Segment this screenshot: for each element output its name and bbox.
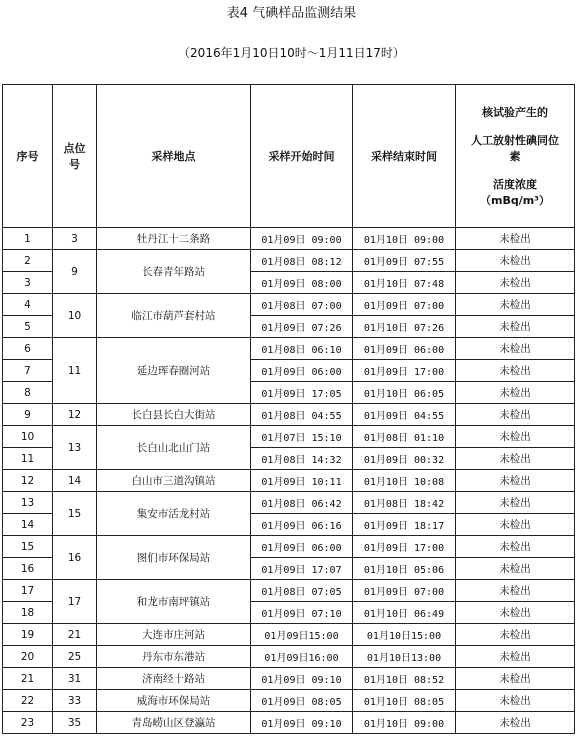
point-cell: 35 xyxy=(53,712,97,734)
result-cell: 未检出 xyxy=(456,294,575,316)
table-row xyxy=(3,624,575,646)
site-cell: 长春青年路站 xyxy=(97,250,251,294)
table-row xyxy=(3,228,575,250)
seq-cell: 17 xyxy=(3,580,53,602)
result-cell: 未检出 xyxy=(456,712,575,734)
site-cell: 临江市葫芦套村站 xyxy=(97,294,251,338)
seq-cell: 22 xyxy=(3,690,53,712)
header-start-time: 采样开始时间 xyxy=(251,85,353,228)
start-time-cell: 01月08日 06:10 xyxy=(251,338,353,360)
start-time-cell: 01月07日 15:10 xyxy=(251,426,353,448)
monitoring-results-table xyxy=(2,84,575,734)
point-cell: 21 xyxy=(53,624,97,646)
header-result-line2: 人工放射性碘同位 xyxy=(471,134,559,147)
result-cell: 未检出 xyxy=(456,492,575,514)
result-cell: 未检出 xyxy=(456,602,575,624)
point-cell: 11 xyxy=(53,338,97,404)
result-cell: 未检出 xyxy=(456,426,575,448)
seq-cell: 8 xyxy=(3,382,53,404)
point-cell: 16 xyxy=(53,536,97,580)
start-time-cell: 01月08日 07:00 xyxy=(251,294,353,316)
header-seq: 序号 xyxy=(3,85,53,228)
end-time-cell: 01月09日 17:00 xyxy=(353,536,456,558)
table-row xyxy=(3,668,575,690)
end-time-cell: 01月10日13:00 xyxy=(353,646,456,668)
table-subtitle: （2016年1月10日10时～1月11日17时） xyxy=(178,46,405,60)
seq-cell: 9 xyxy=(3,404,53,426)
table-row xyxy=(3,250,575,272)
site-cell: 威海市环保局站 xyxy=(97,690,251,712)
start-time-cell: 01月09日 17:05 xyxy=(251,382,353,404)
point-cell: 13 xyxy=(53,426,97,470)
result-cell: 未检出 xyxy=(456,404,575,426)
seq-cell: 21 xyxy=(3,668,53,690)
end-time-cell: 01月10日 06:49 xyxy=(353,602,456,624)
site-cell: 青岛崂山区登瀛站 xyxy=(97,712,251,734)
start-time-cell: 01月09日 08:00 xyxy=(251,272,353,294)
end-time-cell: 01月09日 17:00 xyxy=(353,360,456,382)
result-cell: 未检出 xyxy=(456,316,575,338)
end-time-cell: 01月09日 07:00 xyxy=(353,294,456,316)
end-time-cell: 01月09日 18:17 xyxy=(353,514,456,536)
point-cell: 31 xyxy=(53,668,97,690)
point-cell: 9 xyxy=(53,250,97,294)
seq-cell: 6 xyxy=(3,338,53,360)
header-result-line4: 活度浓度 xyxy=(493,178,537,191)
header-end-time: 采样结束时间 xyxy=(353,85,456,228)
result-cell: 未检出 xyxy=(456,514,575,536)
table-row xyxy=(3,690,575,712)
result-cell: 未检出 xyxy=(456,624,575,646)
site-cell: 和龙市南坪镇站 xyxy=(97,580,251,624)
result-cell: 未检出 xyxy=(456,338,575,360)
seq-cell: 16 xyxy=(3,558,53,580)
result-cell: 未检出 xyxy=(456,668,575,690)
result-cell: 未检出 xyxy=(456,580,575,602)
seq-cell: 2 xyxy=(3,250,53,272)
end-time-cell: 01月10日 05:06 xyxy=(353,558,456,580)
start-time-cell: 01月08日 14:32 xyxy=(251,448,353,470)
table-row xyxy=(3,712,575,734)
seq-cell: 13 xyxy=(3,492,53,514)
site-cell: 大连市庄河站 xyxy=(97,624,251,646)
header-result-line3: 素 xyxy=(509,150,521,163)
table-row xyxy=(3,580,575,602)
result-cell: 未检出 xyxy=(456,360,575,382)
end-time-cell: 01月10日 06:05 xyxy=(353,382,456,404)
end-time-cell: 01月09日 06:00 xyxy=(353,338,456,360)
point-cell: 15 xyxy=(53,492,97,536)
end-time-cell: 01月10日 10:08 xyxy=(353,470,456,492)
end-time-cell: 01月09日 07:00 xyxy=(353,580,456,602)
start-time-cell: 01月09日 07:26 xyxy=(251,316,353,338)
point-cell: 33 xyxy=(53,690,97,712)
site-cell: 丹东市东港站 xyxy=(97,646,251,668)
site-cell: 白山市三道沟镇站 xyxy=(97,470,251,492)
site-cell: 济南经十路站 xyxy=(97,668,251,690)
point-cell: 3 xyxy=(53,228,97,250)
start-time-cell: 01月09日 10:11 xyxy=(251,470,353,492)
table-row xyxy=(3,536,575,558)
header-result xyxy=(456,85,575,228)
table-row xyxy=(3,338,575,360)
seq-cell: 7 xyxy=(3,360,53,382)
start-time-cell: 01月09日15:00 xyxy=(251,624,353,646)
table-title: 表4 气碘样品监测结果 xyxy=(226,6,357,21)
end-time-cell: 01月10日 09:00 xyxy=(353,712,456,734)
point-cell: 14 xyxy=(53,470,97,492)
seq-cell: 14 xyxy=(3,514,53,536)
end-time-cell: 01月08日 18:42 xyxy=(353,492,456,514)
table-row xyxy=(3,404,575,426)
seq-cell: 11 xyxy=(3,448,53,470)
result-cell: 未检出 xyxy=(456,228,575,250)
start-time-cell: 01月09日 06:00 xyxy=(251,360,353,382)
end-time-cell: 01月09日 07:55 xyxy=(353,250,456,272)
result-cell: 未检出 xyxy=(456,272,575,294)
seq-cell: 1 xyxy=(3,228,53,250)
table-row xyxy=(3,426,575,448)
result-cell: 未检出 xyxy=(456,690,575,712)
header-point-line2: 号 xyxy=(69,158,80,171)
end-time-cell: 01月08日 01:10 xyxy=(353,426,456,448)
end-time-cell: 01月10日15:00 xyxy=(353,624,456,646)
seq-cell: 19 xyxy=(3,624,53,646)
start-time-cell: 01月09日 09:10 xyxy=(251,668,353,690)
end-time-cell: 01月10日 07:26 xyxy=(353,316,456,338)
start-time-cell: 01月09日 06:00 xyxy=(251,536,353,558)
point-cell: 25 xyxy=(53,646,97,668)
table-row xyxy=(3,492,575,514)
seq-cell: 5 xyxy=(3,316,53,338)
start-time-cell: 01月09日 09:00 xyxy=(251,228,353,250)
site-cell: 长白县长白大街站 xyxy=(97,404,251,426)
seq-cell: 3 xyxy=(3,272,53,294)
seq-cell: 12 xyxy=(3,470,53,492)
point-cell: 10 xyxy=(53,294,97,338)
table-row xyxy=(3,294,575,316)
seq-cell: 15 xyxy=(3,536,53,558)
header-result-line5: （mBq/m³） xyxy=(479,194,551,207)
site-cell: 牡丹江十二条路 xyxy=(97,228,251,250)
site-cell: 集安市活龙村站 xyxy=(97,492,251,536)
table-row xyxy=(3,470,575,492)
result-cell: 未检出 xyxy=(456,646,575,668)
end-time-cell: 01月10日 08:05 xyxy=(353,690,456,712)
site-cell: 延边珲春圈河站 xyxy=(97,338,251,404)
seq-cell: 10 xyxy=(3,426,53,448)
point-cell: 12 xyxy=(53,404,97,426)
end-time-cell: 01月10日 08:52 xyxy=(353,668,456,690)
seq-cell: 20 xyxy=(3,646,53,668)
result-cell: 未检出 xyxy=(456,250,575,272)
header-point xyxy=(53,85,97,228)
seq-cell: 18 xyxy=(3,602,53,624)
seq-cell: 23 xyxy=(3,712,53,734)
header-result-line1: 核试验产生的 xyxy=(482,106,548,119)
table-row xyxy=(3,646,575,668)
point-cell: 17 xyxy=(53,580,97,624)
end-time-cell: 01月10日 07:48 xyxy=(353,272,456,294)
header-row xyxy=(3,85,575,228)
start-time-cell: 01月09日 17:07 xyxy=(251,558,353,580)
result-cell: 未检出 xyxy=(456,448,575,470)
start-time-cell: 01月09日 08:05 xyxy=(251,690,353,712)
site-cell: 长白山北山门站 xyxy=(97,426,251,470)
result-cell: 未检出 xyxy=(456,470,575,492)
start-time-cell: 01月08日 06:42 xyxy=(251,492,353,514)
start-time-cell: 01月09日 06:16 xyxy=(251,514,353,536)
end-time-cell: 01月09日 00:32 xyxy=(353,448,456,470)
site-cell: 图们市环保局站 xyxy=(97,536,251,580)
result-cell: 未检出 xyxy=(456,558,575,580)
seq-cell: 4 xyxy=(3,294,53,316)
start-time-cell: 01月09日 07:10 xyxy=(251,602,353,624)
header-site: 采样地点 xyxy=(97,85,251,228)
end-time-cell: 01月10日 09:00 xyxy=(353,228,456,250)
result-cell: 未检出 xyxy=(456,536,575,558)
end-time-cell: 01月09日 04:55 xyxy=(353,404,456,426)
start-time-cell: 01月08日 04:55 xyxy=(251,404,353,426)
start-time-cell: 01月09日 09:10 xyxy=(251,712,353,734)
start-time-cell: 01月08日 07:05 xyxy=(251,580,353,602)
result-cell: 未检出 xyxy=(456,382,575,404)
start-time-cell: 01月09日16:00 xyxy=(251,646,353,668)
header-point-line1: 点位 xyxy=(63,142,86,155)
start-time-cell: 01月08日 08:12 xyxy=(251,250,353,272)
